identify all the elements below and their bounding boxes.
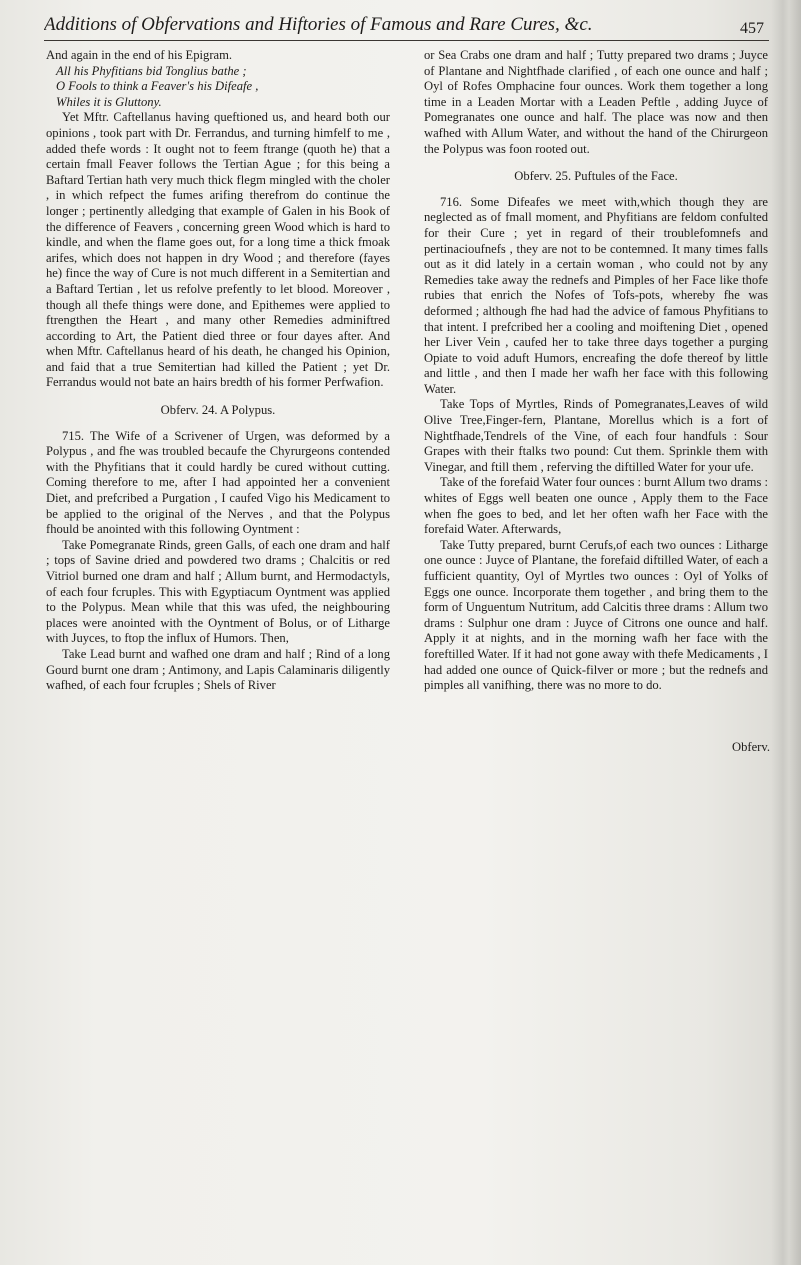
verse-line: O Fools to think a Feaver's his Difeafe ,	[56, 79, 259, 94]
recipe-paragraph: Take Pomegranate Rinds, green Galls, of each one dram and half ; tops of Savine dried and powdered two drams ; Chalcitis or red Vitriol burned one dram and half ; Allum burnt, and Hermodactyls, of each four fcruples. This with Egyptiacum Oyntment was applied to the Polypus. Mean while that this was ufed, the neighbouring places were anointed with the Oyntment of Bolus, or of Litharge with Juyces, to ftop the influx of Humors. Then,	[46, 537, 390, 646]
catchword: Obferv.	[732, 740, 770, 754]
right-column	[424, 48, 768, 768]
left-column	[46, 48, 390, 1238]
verse-line: Whiles it is Gluttony.	[56, 94, 162, 109]
observation-heading: Obferv. 25. Puftules of the Face.	[514, 169, 678, 184]
recipe-paragraph: Take Tops of Myrtles, Rinds of Pomegranates,Leaves of wild Olive Tree,Finger-fern, Plantane, Morellus which is a fort of Nightfhade,Tendrels of the Vine, of each four handfuls : Sour Grapes with their ftalks two pound: Cut them. Sprinkle them with Vinegar, and ftill them , referving the diftilled Water for your ufe.	[424, 397, 768, 474]
observation-heading: Obferv. 24. A Polypus.	[160, 403, 276, 418]
paragraph: And again in the end of his Epigram.	[46, 48, 233, 62]
recipe-paragraph: or Sea Crabs one dram and half ; Tutty prepared two drams ; Juyce of Plantane and Nightfhade clarified , of each one ounce and half ; Oyl of Rofes Omphacine four ounces. Work them together a long time in a Leaden Mortar with a Leaden Peftle , adding Juyce of Pomegranates one ounce and half. The place was now and then wafhed with Allum Water, and without the hand of the Chirurgeon the Polypus was foon rooted out.	[424, 48, 768, 156]
paragraph: Yet Mftr. Caftellanus having queftioned us, and heard both our opinions , took part with Dr. Ferrandus, and turning himfelf to me , added thefe words : It ought not to feem ftrange (quoth he) that a certain fmall Feaver follows the Tertian Ague ; for this being a Baftard Tertian hath very much thick flegm mingled with the choler , in which refpect the fumes arifing therefrom do continue the longer ; pertinently alledging that example of Galen in his Book of the difference of Feavers , concerning green Wood which is hard to kindle, and when the flame goes out, for a long time a thick fmoak arifes, which does not happen in dry Wood ; and therefore (fayes he) fince the way of Cure is not much different in a Semitertian and a Baftard Tertian , let us refolve prefently to let blood. Moreover , though all thefe things were done, and Epithemes were applied to ftrengthen the Heart , and many other Remedies adminiftred according to Art, the Patient died three or four dayes after. And when Mftr. Caftellanus heard of his death, he changed his Opinion, and faid that a true Semitertian had killed the Patient ; yet Dr. Ferrandus would not bate an hairs bredth of his former Perfwafion.	[46, 110, 390, 390]
paragraph: 715. The Wife of a Scrivener of Urgen, was deformed by a Polypus , and fhe was troubled becaufe the Chyrurgeons contended with the Phyfitians that it could hardly be cured without cutting. Coming therefore to me, after I had appointed her a convenient Diet, and prefcribed a Purgation , I caufed Vigo his Medicament to be applied to the original of the Nerves , and that the Polypus fhould be anointed with this following Oyntment :	[46, 428, 390, 537]
header-rule	[44, 40, 769, 41]
recipe-paragraph: Take of the forefaid Water four ounces : burnt Allum two drams : whites of Eggs well beaten one ounce , Apply them to the Face when fhe goes to bed, and let her often wafh her Face with the forefaid Water. Afterwards,	[424, 475, 768, 537]
running-header	[44, 14, 764, 38]
verse-line: All his Phyfitians bid Tonglius bathe ;	[56, 63, 247, 78]
recipe-paragraph: Take Tutty prepared, burnt Cerufs,of each two ounces : Litharge one ounce : Juyce of Plantane, the forefaid diftilled Water, of each a fufficient quantity, Oyl of Myrtles two ounces : Oyl of Yolks of Eggs one ounce. Incorporate them together , and bring them to the form of Unguentum Nutritum, add Calcitis three drams : Allum two drams : Sulphur one dram : Juyce of Citrons one ounce and half. Apply it at nights, and in the morning wafh her face with the foreftilled Water. If it had not gone away with thefe Medicaments , I had added one ounce of Quick-filver or more ; but the rednefs and pimples all vanifhing, there was no more to do.	[424, 537, 768, 693]
recipe-paragraph: Take Lead burnt and wafhed one dram and half ; Rind of a long Gourd burnt one dram ; Antimony, and Lapis Calaminaris diligently wafhed, of each four fcruples ; Shels of River	[46, 646, 390, 693]
page-number: 457	[740, 20, 764, 37]
paragraph: 716. Some Difeafes we meet with,which though they are neglected as of fmall moment, and Phyfitians are feldom confulted for their Cure ; yet in regard of their troublefomnefs and pertinacioufnefs , they are not to be contemned. It many times falls out as it did lately in a certain woman , who could not by any Remedies take away the rednefs and Pimples of her Face like thofe rubies that enrich the Nofes of Tofs-pots, whereby fhe was deformed ; although fhe had had the advice of famous Phyfitians to that intent. I prefcribed her a cooling and moiftening Diet , opened her Liver Vein , caufed her to take three days together a purging Opiate to void aduft Humors, encreafing the dofe thereof by little and little , and then I made her wafh her face with this following Water.	[424, 194, 768, 396]
page-edge-shadow	[771, 0, 801, 1265]
running-title: Additions of Obfervations and Hiftories of Famous and Rare Cures, &c.	[44, 14, 593, 35]
